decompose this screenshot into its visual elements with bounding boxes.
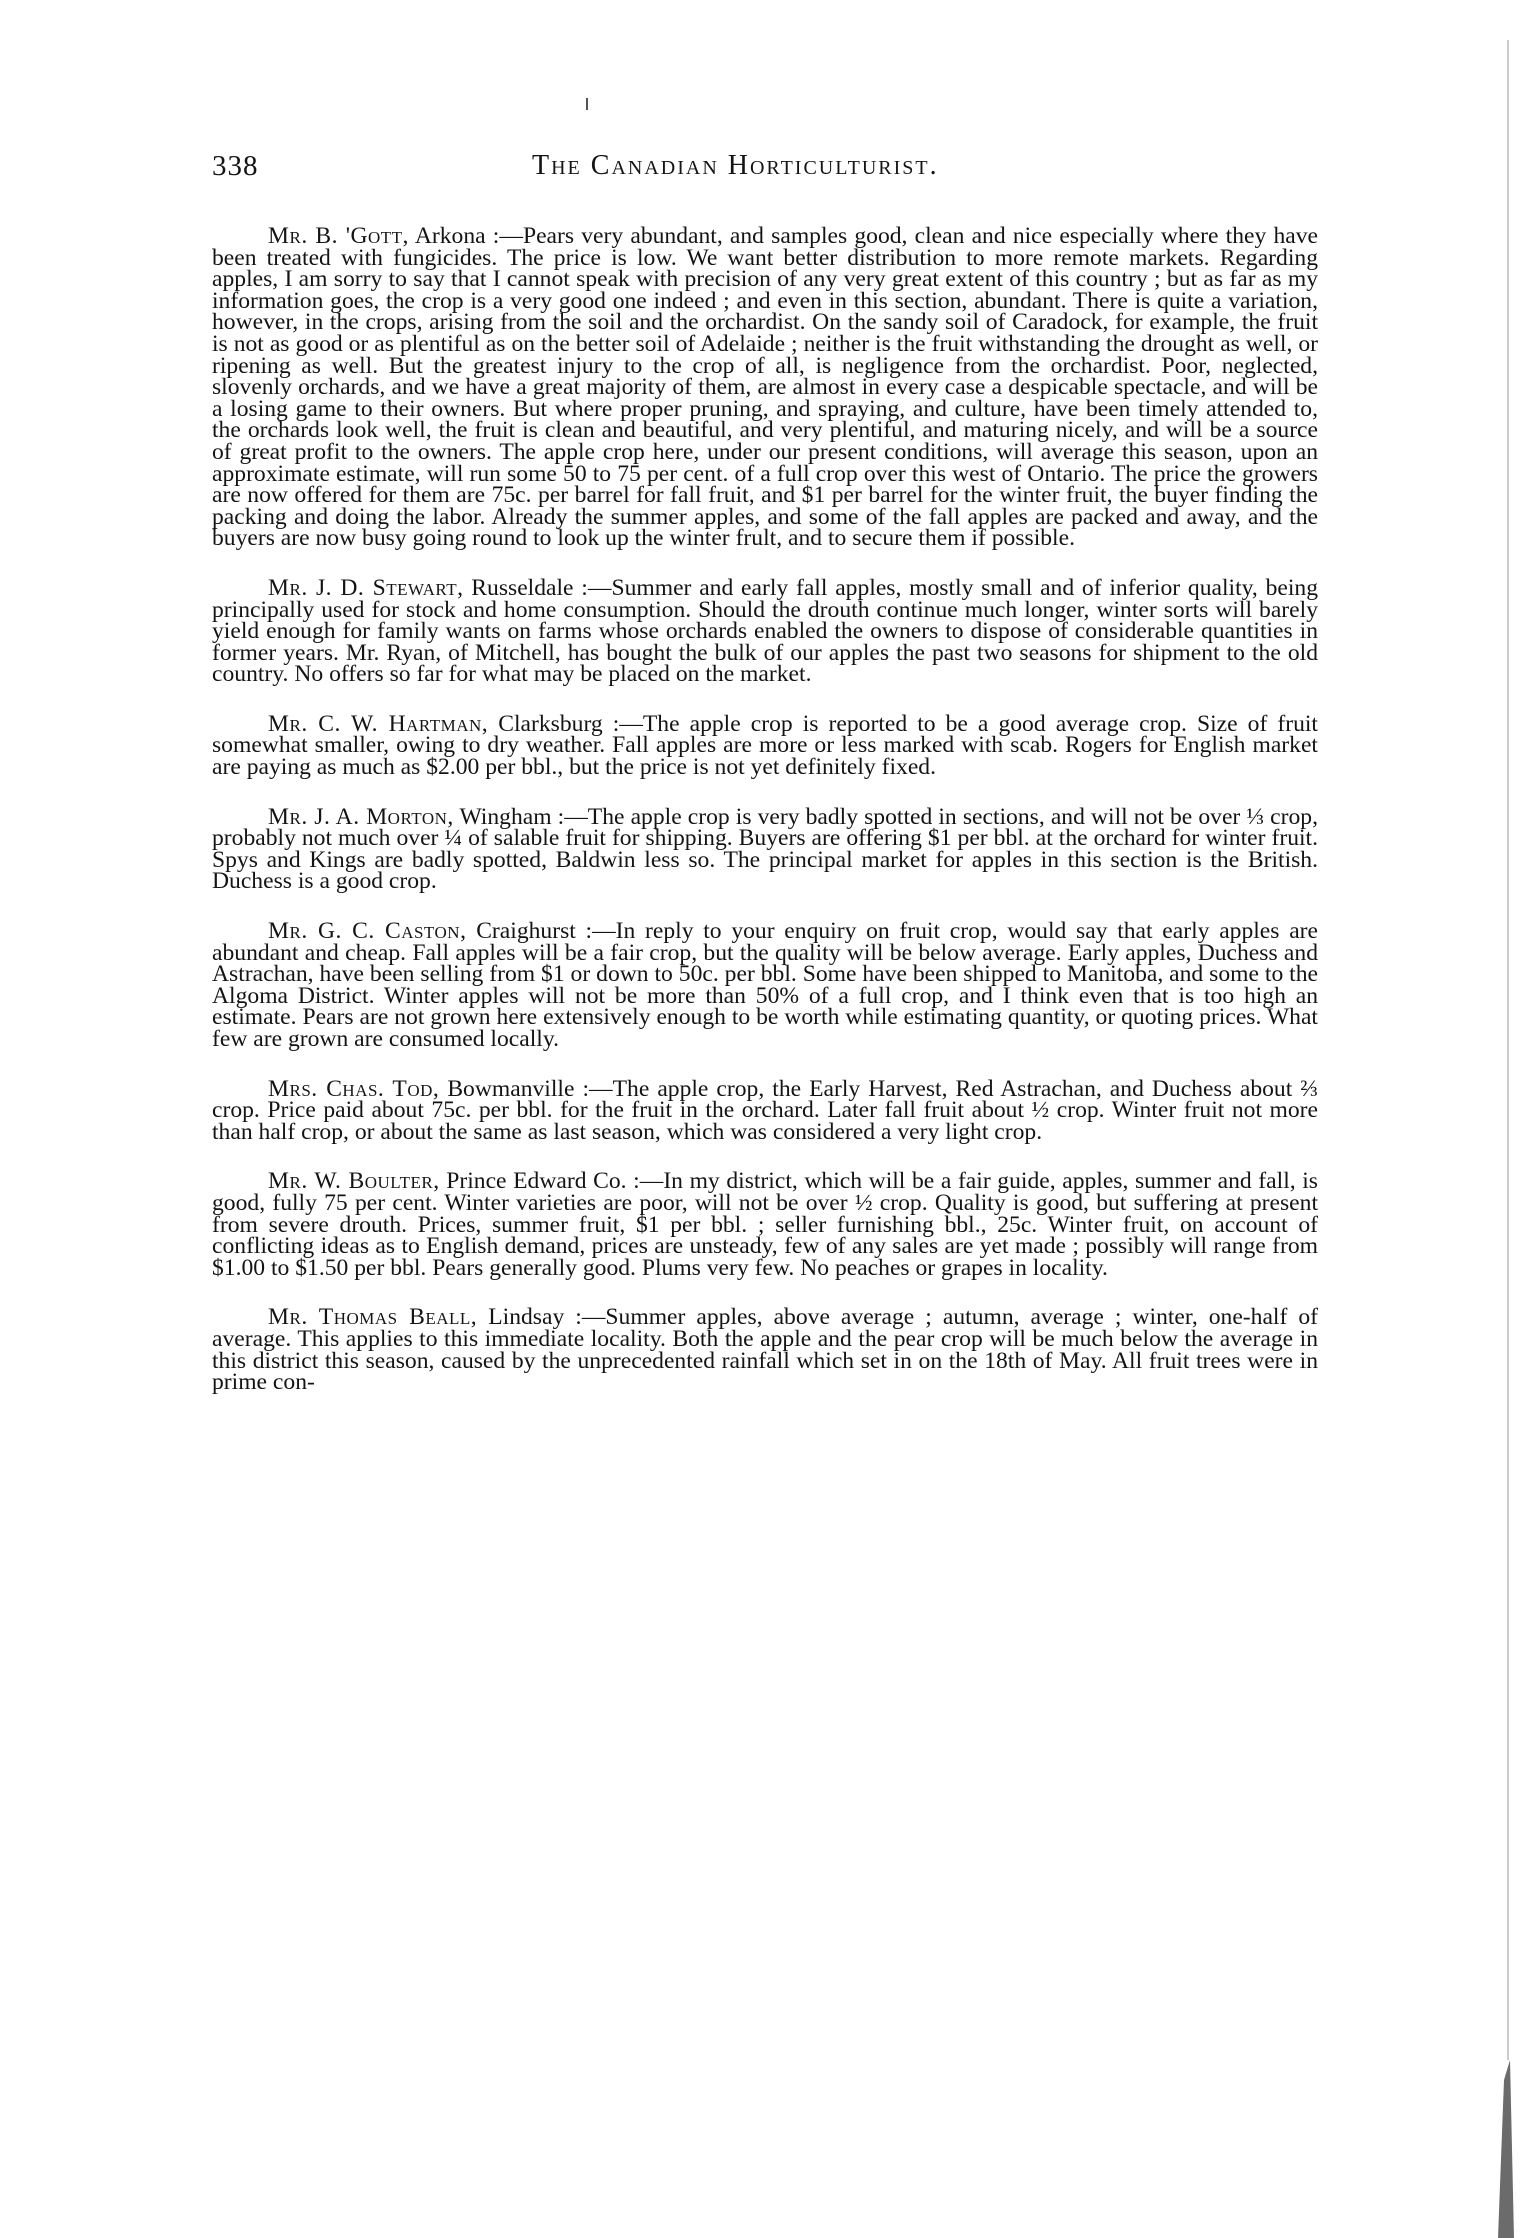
report-text: Arkona :—Pears very abundant, and samples good, clean and nice especially where they have been treated with fungicides. The price is low. We want better distribution to more remote markets. Regarding apples, I am sorry to say that I cannot speak with precision of any very great extent of this country ; but as far as my information goes, the crop is a very good one indeed ; and even in this section, abundant. There is quite a variation, however, in the crops, arising from the soil and the orchardist. On the sandy soil of Caradock, for example, the fruit is not as good or as plentiful as on the better soil of Adelaide ; neither is the fruit withstanding the drought as well, or ripening as well. But the greatest injury to the crop of all, is negligence from the orchardist. Poor, neglected, slovenly orchards, and we have a great majority of them, are almost in every case a despicable spectacle, and will be a losing game to their owners. But where proper pruning, and spraying, and culture, have been timely attended to, the orchards look well, the fruit is clean and beautiful, and very plentiful, and maturing nicely, and will be a source of great profit to the owners. The apple crop here, under our present conditions, will average this season, upon an approximate estimate, will run some 50 to 75 per cent. of a full crop over this west of Ontario. The price the growers are now offered for them are 75c. per barrel for fall fruit, and $1 per barrel for the winter fruit, the buyer finding the packing and doing the labor. Already the summer apples, and some of the fall apples are packed and away, and the buyers are now busy going round to look up the winter frult, and to secure them if possible.	[212, 223, 1318, 552]
report-entry	[212, 1075, 1318, 1145]
report-entry	[212, 574, 1318, 688]
report-entry	[212, 918, 1318, 1052]
correspondent-name: Mr. C. W. Hartman,	[268, 710, 489, 737]
report-text: Lindsay :—Summer apples, above average ; autumn, average ; winter, one-half of average. This applies to this immediate locality. Both the apple and the pear crop will be much below the average in this district this season, caused by the unprecedented rainfall which set in on the 18th of May. All fruit trees were in prime con-	[212, 1304, 1319, 1396]
report-text: Clarksburg :—The apple crop is reported to be a good average crop. Size of fruit somewhat smaller, owing to dry weather. Fall apples are more or less marked with scab. Rogers for English market are paying as much as $2.00 per bbl., but the price is not yet definitely fixed.	[212, 710, 1318, 781]
report-text: Wingham :—The apple crop is very badly spotted in sections, and will not be over ⅓ crop, probably not much over ¼ of salable fruit for shipping. Buyers are offering $1 per bbl. at the orchard for winter fruit. Spys and Kings are badly spotted, Baldwin less so. The principal market for apples in this section is the British. Duchess is a good crop.	[212, 803, 1318, 895]
report-text: Bowmanville :—The apple crop, the Early Harvest, Red Astrachan, and Duchess about ⅔ crop. Price paid about 75c. per bbl. for the fruit in the orchard. Later fall fruit about ½ crop. Winter fruit not more than half crop, or about the same as last season, which was considered a very light crop.	[212, 1075, 1318, 1145]
correspondent-name: Mr. J. D. Stewart,	[268, 574, 464, 601]
page-header	[212, 150, 1322, 190]
correspondent-name: Mrs. Chas. Tod,	[268, 1075, 440, 1102]
report-text: Craighurst :—In reply to your enquiry on fruit crop, would say that early apples are abundant and cheap. Fall apples will be a fair crop, but the quality will be below average. Early apples, Duchess and Astrachan, have been selling from $1 or down to 50c. per bbl. Some have been shipped to Manitoba, and some to the Algoma District. Winter apples will not be more than 50% of a full crop, and I think even that is too high an estimate. Pears are not grown here extensively enough to be worth while estimating quantity, or quoting prices. What few are grown are consumed locally.	[212, 918, 1318, 1052]
correspondent-name: Mr. W. Boulter,	[268, 1168, 440, 1195]
correspondent-name: Mr. Thomas Beall,	[268, 1304, 478, 1331]
report-entry	[212, 1168, 1318, 1281]
report-entry	[212, 710, 1318, 781]
running-title: The Canadian Horticulturist.	[532, 150, 939, 181]
scan-speck	[586, 98, 588, 110]
report-entry	[212, 223, 1318, 552]
page-edge-shadow	[1498, 0, 1520, 2238]
report-entry	[212, 803, 1318, 895]
report-text: Russeldale :—Summer and early fall apples, mostly small and of inferior quality, being principally used for stock and home consumption. Should the drouth continue much longer, winter sorts will barely yield enough for family wants on farms whose orchards enabled the owners to dispose of considerable quantities in former years. Mr. Ryan, of Mitchell, has bought the bulk of our apples the past two seasons for shipment to the old country. No offers so far for what may be placed on the market.	[212, 574, 1318, 688]
correspondent-name: Mr. B. 'Gott,	[268, 223, 409, 249]
report-text: Prince Edward Co. :—In my district, which will be a fair guide, apples, summer and fall, is good, fully 75 per cent. Winter varieties are poor, will not be over ½ crop. Quality is good, but suffering at present from severe drouth. Prices, summer fruit, $1 per bbl. ; seller furnishing bbl., 25c. Winter fruit, on account of conflicting ideas as to English demand, prices are unsteady, few of any sales are yet made ; possibly will range from $1.00 to $1.50 per bbl. Pears generally good. Plums very few. No peaches or grapes in locality.	[212, 1168, 1318, 1281]
report-entry	[212, 1304, 1319, 1396]
article-body	[212, 223, 1319, 1422]
correspondent-name: Mr. G. C. Caston,	[268, 918, 467, 945]
page-number: 338	[212, 150, 259, 182]
correspondent-name: Mr. J. A. Morton,	[268, 803, 454, 830]
